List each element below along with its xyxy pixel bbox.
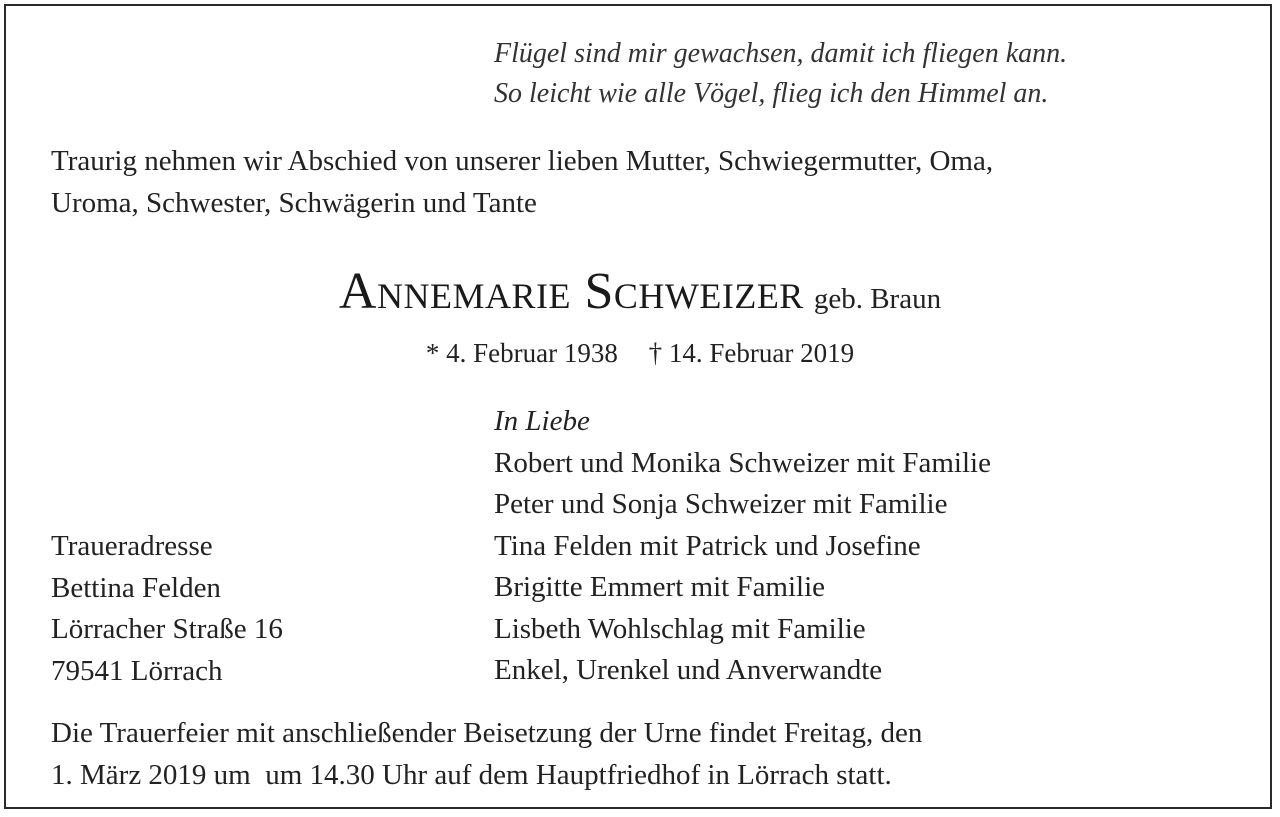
mourning-address [51, 526, 283, 692]
address-street: Lörracher Straße 16 [51, 613, 283, 645]
mourner-entry: Enkel, Urenkel und Anverwandte [494, 654, 883, 686]
maiden-name: geb. Braun [813, 283, 942, 315]
deceased-name: Annemarie Schweizer [338, 263, 804, 320]
address-label: Traueradresse [51, 530, 213, 562]
address-name: Bettina Felden [51, 571, 221, 604]
mourner-entry: Brigitte Emmert mit Familie [494, 571, 826, 603]
deceased-name-line [0, 262, 1280, 321]
mourners-list [494, 401, 991, 692]
life-dates [0, 338, 1280, 369]
intro-line: Uroma, Schwester, Schwägerin und Tante [51, 187, 537, 219]
mourner-entry: Lisbeth Wohlschlag mit Familie [494, 612, 866, 645]
ceremony-notice [51, 712, 922, 796]
mourner-entry: Tina Felden mit Patrick und Josefine [494, 529, 921, 562]
address-city: 79541 Lörrach [51, 654, 223, 687]
mourner-entry: Robert und Monika Schweizer mit Familie [494, 446, 991, 479]
ceremony-line: Die Trauerfeier mit anschließender Beisetzung der Urne findet Freitag, den [51, 717, 923, 749]
poem-line: Flügel sind mir gewachsen, damit ich fliegen kann. [494, 38, 1068, 69]
ceremony-line: 1. März 2019 um um 14.30 Uhr auf dem Hauptfriedhof in Lörrach statt. [51, 759, 892, 791]
intro-text [51, 140, 1231, 224]
mourner-entry: Peter und Sonja Schweizer mit Familie [494, 488, 948, 520]
intro-line: Traurig nehmen wir Abschied von unserer lieben Mutter, Schwiegermutter, Oma, [51, 145, 994, 177]
mourners-heading: In Liebe [494, 405, 590, 437]
poem-line: So leicht wie alle Vögel, flieg ich den Himmel an. [494, 78, 1049, 109]
death-date: † 14. Februar 2019 [648, 338, 855, 368]
birth-date: * 4. Februar 1938 [425, 338, 618, 368]
poem [494, 34, 1067, 114]
